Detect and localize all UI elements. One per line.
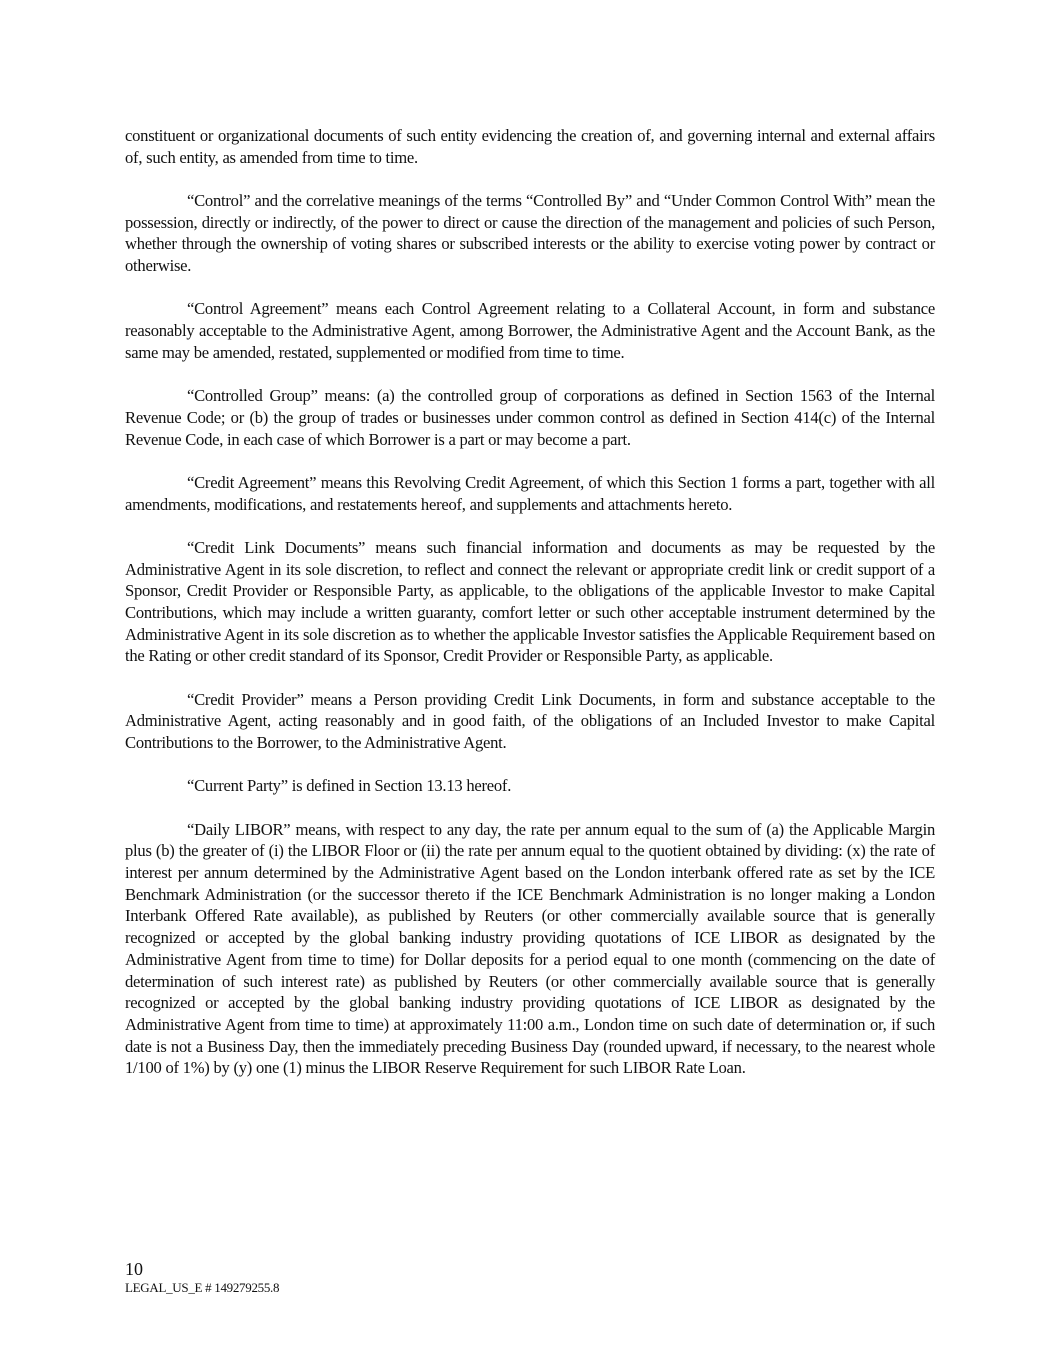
page-footer [125,1259,279,1297]
document-body [125,125,935,1101]
page-number: 10 [125,1259,143,1279]
definition-credit-provider: “Credit Provider” means a Person providing Credit Link Documents, in form and substance acceptable to the Administrative Agent, acting reasonably and in good faith, of the obligations of an Included Investor to make Capital Contributions to the Borrower, to the Administrative Agent. [125,689,935,753]
paragraph-continuation: constituent or organizational documents of such entity evidencing the creation of, and governing internal and external affairs of, such entity, as amended from time to time. [125,126,935,167]
definition-daily-libor: “Daily LIBOR” means, with respect to any day, the rate per annum equal to the sum of (a) the Applicable Margin plus (b) the greater of (i) the LIBOR Floor or (ii) the rate per annum equal to the quotient obtained by dividing: (x) the rate of interest per annum determined by the Administrative Agent based on the London interbank offered rate as set by the ICE Benchmark Administration (or the successor thereto if the ICE Benchmark Administration is no longer making a London Interbank Offered Rate available), as published by Reuters (or other commercially available source that is generally recognized or accepted by the global banking industry providing quotations of ICE LIBOR as designated by the Administrative Agent from time to time) for Dollar deposits for a period equal to one month (commencing on the date of determination of such interest rate) as published by Reuters (or other commercially available source that is generally recognized or accepted by the global banking industry providing quotations of ICE LIBOR as designated by the Administrative Agent from time to time) at approximately 11:00 a.m., London time on such date of determination or, if such date is not a Business Day, then the immediately preceding Business Day (rounded upward, if necessary, to the nearest whole 1/100 of 1%) by (y) one (1) minus the LIBOR Reserve Requirement for such LIBOR Rate Loan. [125,819,935,1078]
definition-current-party: “Current Party” is defined in Section 13.13 hereof. [187,776,512,796]
definition-control-agreement: “Control Agreement” means each Control Agreement relating to a Collateral Account, in form and substance reasonably acceptable to the Administrative Agent, among Borrower, the Administrative Agent and the Account Bank, as the same may be amended, restated, supplemented or modified from time to time. [125,299,935,362]
definition-credit-agreement: “Credit Agreement” means this Revolving Credit Agreement, of which this Section 1 forms a part, together with all amendments, modifications, and restatements hereof, and supplements and attachments hereto. [125,472,935,514]
definition-control: “Control” and the correlative meanings of the terms “Controlled By” and “Under Common Control With” mean the possession, directly or indirectly, of the power to direct or cause the direction of the management and policies of such Person, whether through the ownership of voting shares or subscribed interests or the ability to exercise voting power by contract or otherwise. [125,191,935,276]
definition-controlled-group: “Controlled Group” means: (a) the controlled group of corporations as defined in Section 1563 of the Internal Revenue Code; or (b) the group of trades or businesses under common control as defined in Section 414(c) of the Internal Revenue Code, in each case of which Borrower is a part or may become a part. [125,386,935,449]
definition-credit-link-documents: “Credit Link Documents” means such financial information and documents as may be requested by the Administrative Agent in its sole discretion, to reflect and connect the relevant or appropriate credit link or credit support of a Sponsor, Credit Provider or Responsible Party, as applicable, to the obligations of the applicable Investor to make Capital Contributions, which may include a written guaranty, comfort letter or such other acceptable instrument determined by the Administrative Agent in its sole discretion as to whether the applicable Investor satisfies the Applicable Requirement based on the Rating or other credit standard of its Sponsor, Credit Provider or Responsible Party, as applicable. [125,537,935,666]
document-id: LEGAL_US_E # 149279255.8 [125,1280,280,1295]
